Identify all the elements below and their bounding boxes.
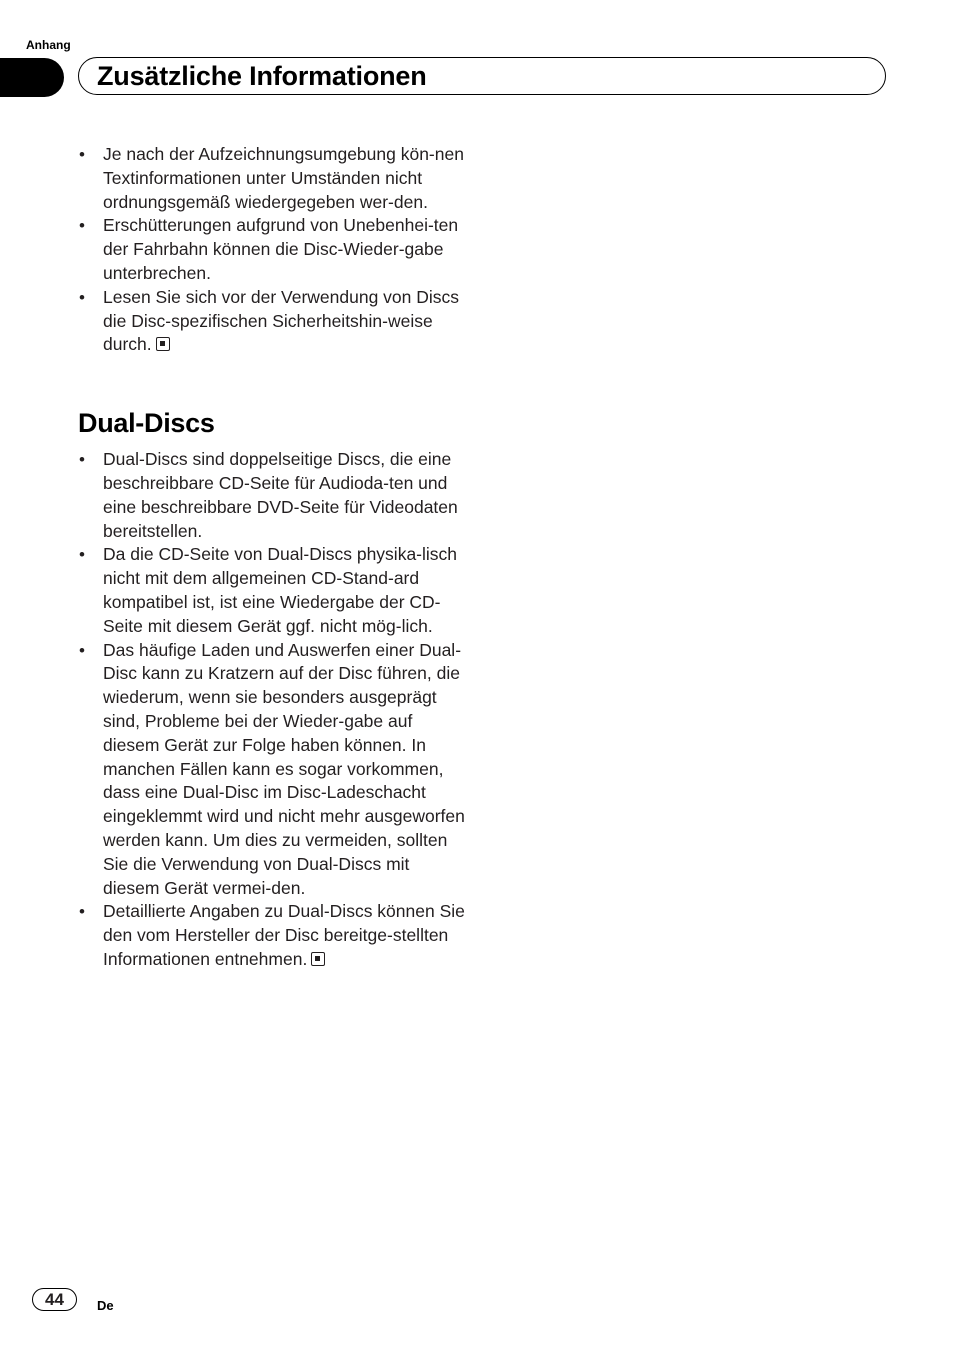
page-number: 44 (32, 1288, 77, 1311)
list-item-text: Je nach der Aufzeichnungsumgebung kön-nen Textinformationen unter Umständen nicht ordnungsgemäß wiedergegeben wer-den. (103, 144, 464, 212)
main-column (78, 143, 470, 972)
list-item (78, 214, 470, 285)
section-label: Anhang (26, 38, 71, 52)
section-tab-marker (0, 58, 64, 97)
list-item (78, 900, 470, 971)
dual-discs-bullet-list (78, 448, 470, 972)
section-end-icon (311, 952, 325, 966)
list-item-text: Detaillierte Angaben zu Dual-Discs können Sie den vom Hersteller der Disc bereitge-stellten Informationen entnehmen. (103, 901, 465, 969)
list-item (78, 286, 470, 357)
language-code: De (97, 1298, 114, 1313)
list-item-text: Dual-Discs sind doppelseitige Discs, die eine beschreibbare CD-Seite für Audioda-ten und eine beschreibbare DVD-Seite für Videodaten bereitstellen. (103, 449, 458, 541)
list-item-text: Lesen Sie sich vor der Verwendung von Discs die Disc-spezifischen Sicherheitshin-weise durch. (103, 286, 460, 355)
list-item-text: Das häufige Laden und Auswerfen einer Dual-Disc kann zu Kratzern auf der Disc führen, die wiederum, wenn sie besonders ausgeprägt sind, Probleme bei der Wieder-gabe auf diesem Gerät zur Folge haben können. In manchen Fällen kann es sogar vorkommen, dass eine Dual-Disc im Disc-Ladeschacht eingeklemmt wird und nicht mehr ausgeworfen werden kann. Um dies zu vermeiden, sollten Sie die Verwendung von Dual-Discs mit diesem Gerät vermei-den. (103, 639, 465, 898)
section-end-icon (156, 337, 170, 351)
list-item (78, 448, 470, 543)
list-item (78, 639, 470, 901)
list-item (78, 543, 470, 638)
list-item-text: Da die CD-Seite von Dual-Discs physika-lisch nicht mit dem allgemeinen CD-Stand-ard kompatibel ist, ist eine Wiedergabe der CD-Seite mit diesem Gerät ggf. nicht mög-lich. (103, 544, 458, 636)
dual-discs-heading: Dual-Discs (78, 408, 215, 439)
chapter-title: Zusätzliche Informationen (97, 61, 427, 91)
list-item (78, 143, 470, 214)
intro-bullet-list (78, 143, 470, 357)
list-item-text: Erschütterungen aufgrund von Unebenhei-ten der Fahrbahn können die Disc-Wieder-gabe unterbrechen. (103, 215, 459, 283)
chapter-title-bar (78, 57, 886, 95)
